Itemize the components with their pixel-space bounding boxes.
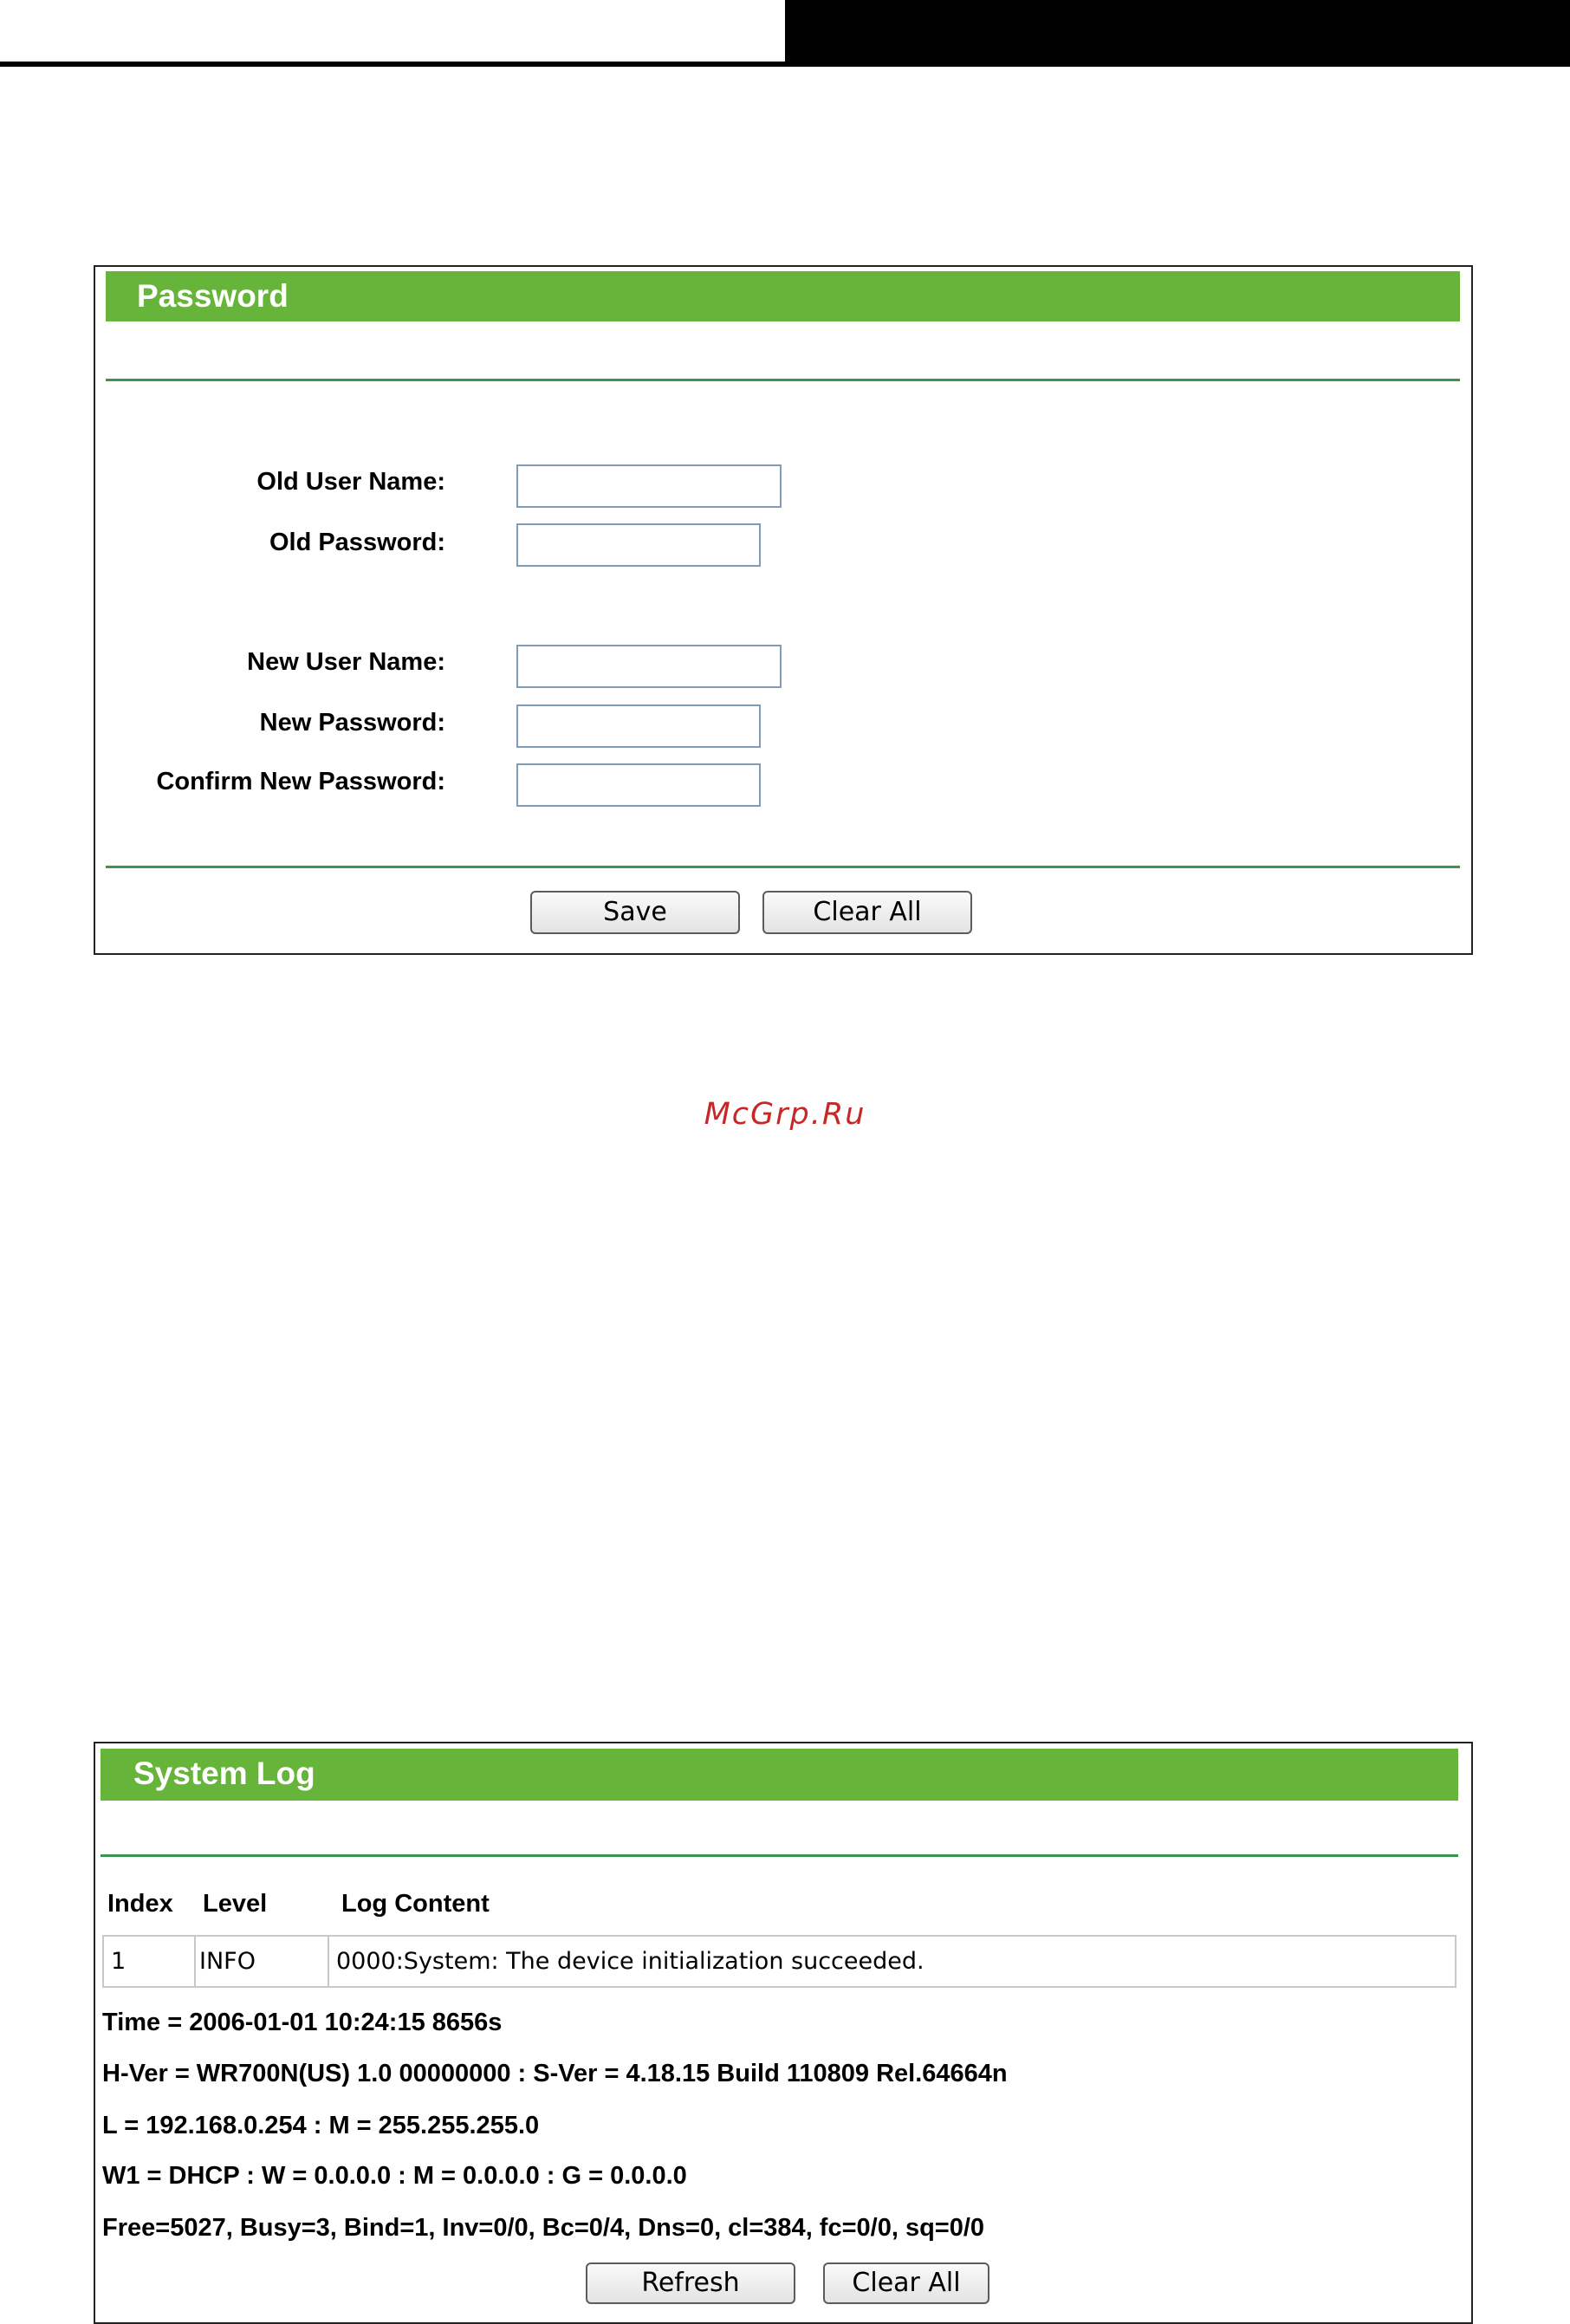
password-panel-title: Password	[106, 271, 1460, 321]
old-password-input[interactable]	[516, 523, 761, 567]
system-log-top-rule	[101, 1854, 1458, 1857]
log-content-header: Log Content	[341, 1890, 490, 1918]
header-rule	[0, 62, 785, 67]
password-bottom-rule	[106, 866, 1460, 868]
system-log-panel-title: System Log	[101, 1749, 1458, 1801]
row-log-content: 0000:System: The device initialization succeeded.	[336, 1948, 924, 1975]
wan-line: W1 = DHCP : W = 0.0.0.0 : M = 0.0.0.0 : G = 0.0.0.0	[102, 2162, 687, 2190]
confirm-new-password-input[interactable]	[516, 763, 761, 807]
table-row	[102, 1935, 1456, 1988]
confirm-new-password-label: Confirm New Password:	[156, 768, 445, 795]
cell-divider	[328, 1937, 329, 1986]
row-level: INFO	[199, 1948, 256, 1975]
clear-log-button[interactable]: Clear All	[823, 2262, 989, 2304]
lan-line: L = 192.168.0.254 : M = 255.255.255.0	[102, 2112, 540, 2139]
time-line: Time = 2006-01-01 10:24:15 8656s	[102, 2009, 503, 2036]
stats-line: Free=5027, Busy=3, Bind=1, Inv=0/0, Bc=0/4, Dns=0, cl=384, fc=0/0, sq=0/0	[102, 2214, 985, 2242]
old-password-label: Old Password:	[269, 529, 445, 556]
new-user-name-label: New User Name:	[247, 648, 445, 676]
password-panel	[94, 265, 1473, 955]
password-top-rule	[106, 379, 1460, 381]
index-header: Index	[107, 1890, 173, 1918]
refresh-button[interactable]: Refresh	[586, 2262, 795, 2304]
row-index: 1	[111, 1948, 127, 1975]
header-bar	[785, 0, 1570, 67]
save-button[interactable]: Save	[530, 891, 740, 934]
new-password-input[interactable]	[516, 704, 761, 748]
watermark-text: McGrp.Ru	[704, 1097, 866, 1132]
old-user-name-input[interactable]	[516, 464, 782, 508]
new-user-name-input[interactable]	[516, 645, 782, 688]
clear-all-button[interactable]: Clear All	[762, 891, 972, 934]
version-line: H-Ver = WR700N(US) 1.0 00000000 : S-Ver = 4.18.15 Build 110809 Rel.64664n	[102, 2060, 1008, 2087]
level-header: Level	[203, 1890, 268, 1918]
new-password-label: New Password:	[259, 709, 445, 737]
old-user-name-label: Old User Name:	[256, 468, 445, 496]
